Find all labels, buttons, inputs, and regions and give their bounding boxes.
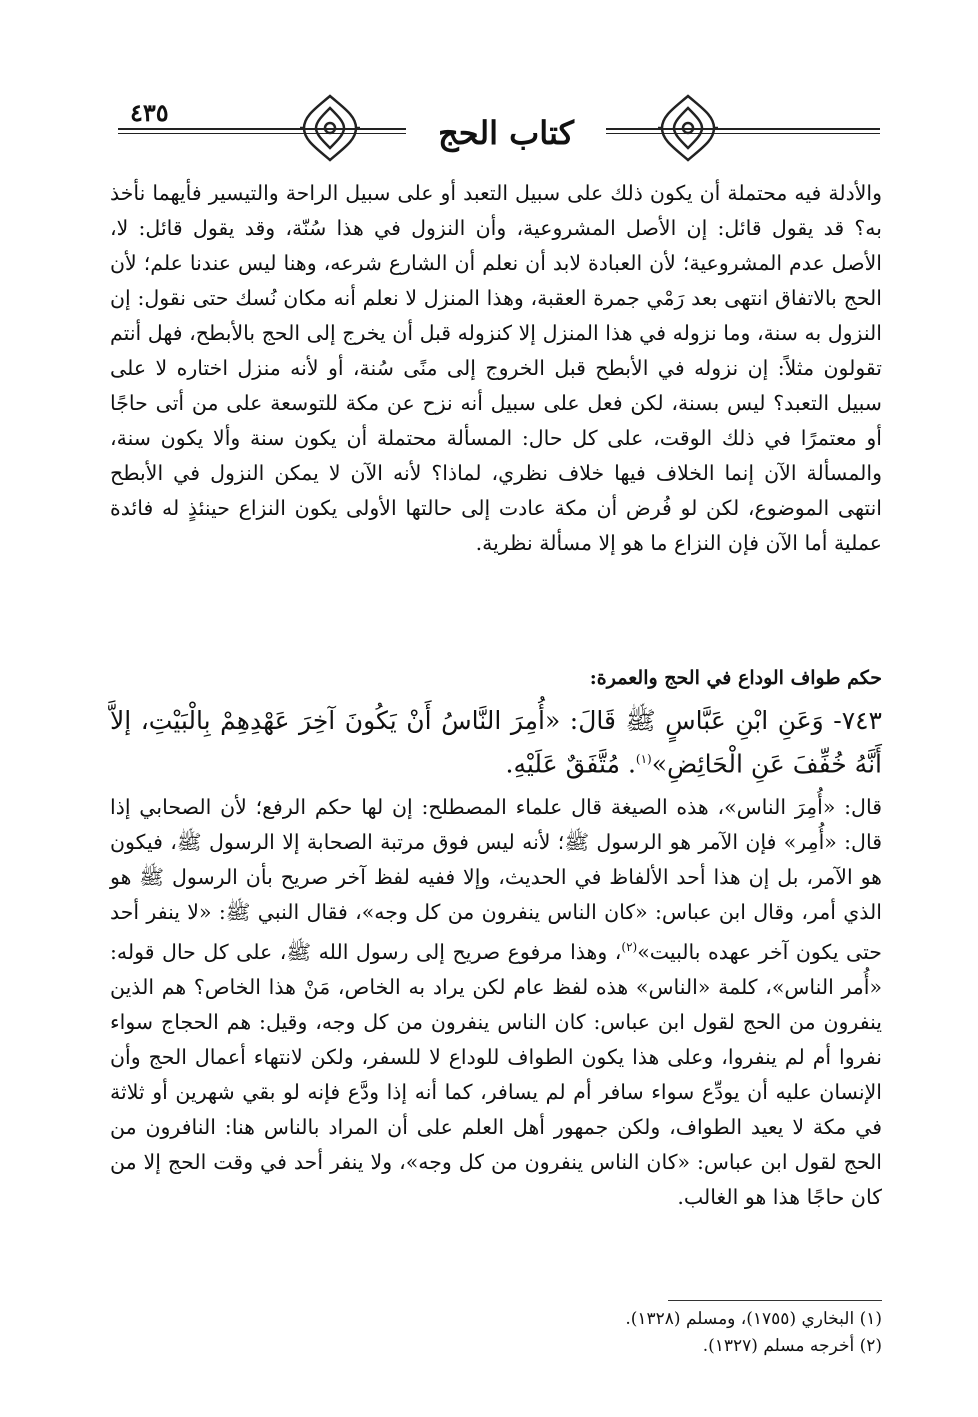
ornament-icon	[300, 92, 360, 164]
ornament-icon	[658, 92, 718, 164]
paragraph-part: ، وهذا مرفوع صريح إلى رسول الله ﷺ، على كل حال قوله: «أُمر الناس»، كلمة «الناس» هذه لفظ عام لكن يراد به الخاص، مَنْ هذا الخاص؟ هم الذين ينفرون من الحج لقول ابن عباس: كان الناس ينفرون من كل وجه، وقيل: هم الحجاج سواء نفروا أم لم ينفروا، وعلى هذا يكون الطواف للوداع لا للسفر، ولكن لانتهاء أعمال الحج وأن الإنسان عليه أن يودِّع سواء سافر أم لم يسافر، كما أنه إذا ودَّع فإنه لو بقي شهرين أو ثلاثة في مكة لا يعيد الطواف، ولكن جمهور أهل العلم على أن المراد بالناس هنا: النافرون من الحج لقول ابن عباس: «كان الناس ينفرون من كل وجه»، ولا ينفر أحد في وقت الحج إلا من كان حاجًا هذا هو الغالب.	[110, 939, 882, 1209]
page-header	[118, 92, 880, 164]
footnote-divider	[668, 1300, 882, 1301]
page-number: ٤٣٥	[130, 98, 169, 130]
paragraph	[110, 790, 882, 1215]
footnotes	[420, 1306, 882, 1360]
paragraph-part: قال: «أُمِرَ الناس»، هذه الصيغة قال علماء المصطلح: إن لها حكم الرفع؛ لأن الصحابي إذا قال: «أُمِر» فإن الآمر هو الرسول ﷺ؛ لأنه ليس فوق مرتبة الصحابة إلا الرسول ﷺ، فيكون هو الآمر، بل إن هذا أحد الألفاظ في الحديث، وإلا ففيه لفظ آخر صريح بأن الرسول ﷺ هو الذي أمر، وقال ابن عباس: «كان الناس ينفرون من كل وجه»، فقال النبي ﷺ: «لا ينفر أحد حتى يكون آخر عهده بالبيت»	[110, 795, 882, 964]
hadith-text	[110, 702, 882, 778]
footnote: (٢) أخرجه مسلم (١٣٢٧).	[702, 1336, 882, 1356]
book-title: كتاب الحج	[406, 110, 606, 156]
hadith-body: ٧٤٣- وَعَنِ ابْنِ عَبَّاسٍ ﷺ قَالَ: «أُمِرَ النَّاسُ أَنْ يَكُونَ آخِرَ عَهْدِهِمْ بِالْبَيْتِ، إلاَّ أَنَّهُ خُفِّفَ عَنِ الْحَائِضِ»	[110, 706, 882, 779]
page-body	[110, 176, 882, 1215]
paragraph: والأدلة فيه محتملة أن يكون ذلك على سبيل التعبد أو على سبيل الراحة والتيسير فأيهما نأخذ به؟ قد يقول قائل: إن الأصل المشروعية، وأن النزول في هذا سُنّة، وقد يقول قائل: لا، الأصل عدم المشروعية؛ لأن العبادة لابد أن نعلم أن الشارع شرعه، وهنا ليس عندنا علم؛ لأن الحج بالاتفاق انتهى بعد رَمْي جمرة العقبة، وهذا المنزل لا نعلم أنه مكان نُسك حتى نقول: إن النزول به سنة، وما نزوله في هذا المنزل إلا كنزوله قبل أن يخرج إلى الحج بالأبطح، فهل أنتم تقولون مثلاً: إن نزوله في الأبطح قبل الخروج إلى منًى سُنة، أو لأنه منزل اختاره لا على سبيل التعبد؟ ليس بسنة، لكن فعل على سبيل أنه نزح عن مكة للتوسعة على من أتى حاجًا أو معتمرًا في ذلك الوقت، على كل حال: المسألة محتملة أن يكون سنة وألا يكون سنة، والمسألة الآن إنما الخلاف فيها خلاف نظري، لماذا؟ لأنه الآن لا يمكن النزول في الأبطح انتهى الموضوع، لكن لو فُرض أن مكة عادت إلى حالتها الأولى يكون النزاع حينئذٍ له فائدة عملية أما الآن فإن النزاع ما هو إلا مسألة نظرية.	[110, 181, 882, 555]
footnote: (١) البخاري (١٧٥٥)، ومسلم (١٣٢٨).	[625, 1309, 882, 1329]
section-heading: حكم طواف الوداع في الحج والعمرة:	[589, 667, 882, 689]
hadith-source: . مُتَّفَقٌ عَلَيْهِ.	[505, 749, 636, 779]
footnote-ref[interactable]: (٢)	[621, 940, 638, 954]
footnote-ref[interactable]: (١)	[635, 752, 652, 766]
